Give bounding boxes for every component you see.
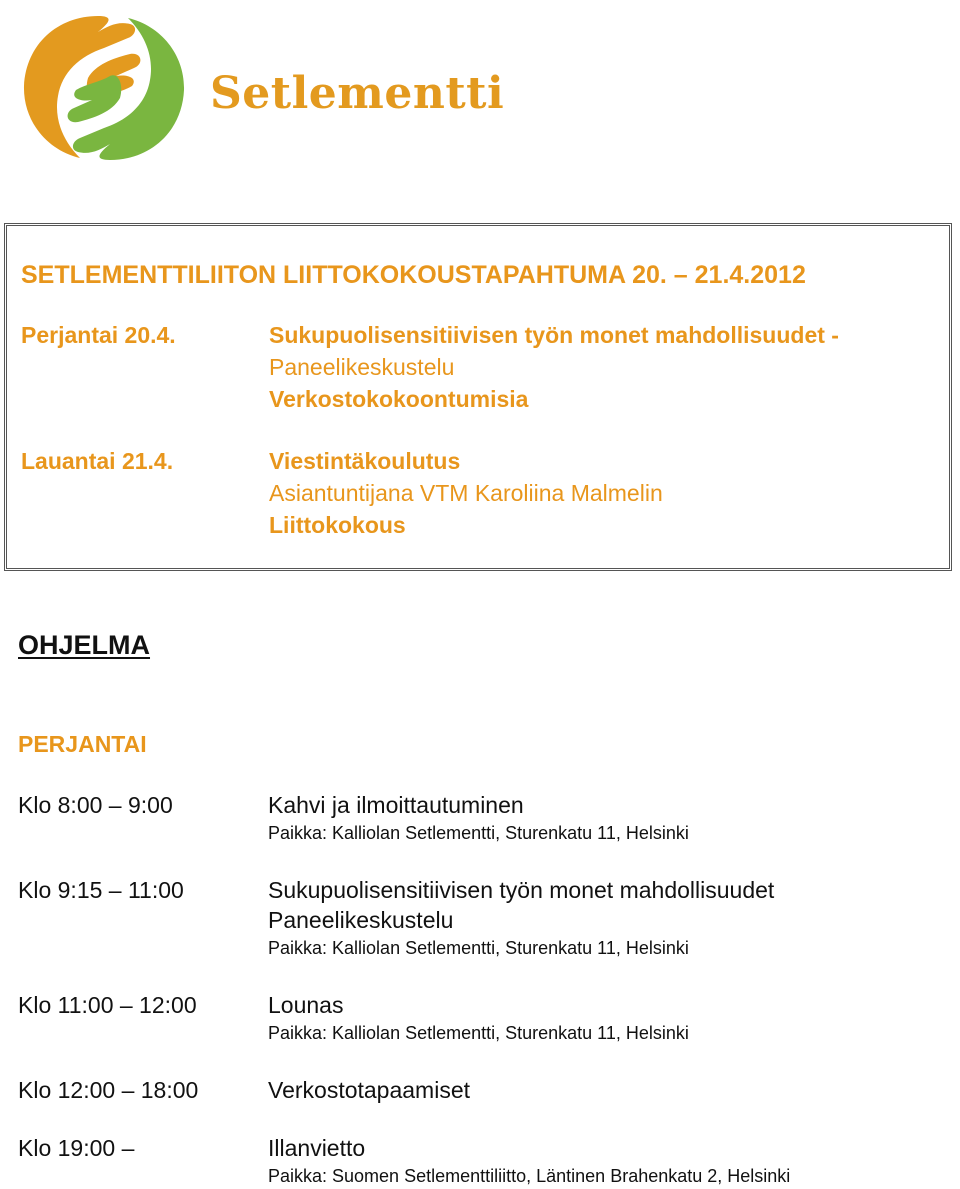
saturday-line-3: Liittokokous [269,512,406,538]
schedule-place-3: Paikka: Kalliolan Setlementti, Sturenkatu 11, Helsinki [268,1023,689,1043]
saturday-label: Lauantai 21.4. [21,448,174,474]
schedule-time-2: Klo 9:15 – 11:00 [18,877,184,903]
schedule-activity-3: Lounas [268,992,344,1018]
schedule-activity-4: Verkostotapaamiset [268,1077,471,1103]
saturday-line-2: Asiantuntijana VTM Karoliina Malmelin [269,480,663,506]
saturday-line-1: Viestintäkoulutus [269,448,461,474]
schedule-activity-2b: Paneelikeskustelu [268,907,454,933]
event-summary-box [4,223,952,571]
friday-line-2: Paneelikeskustelu [269,354,455,380]
setlementti-logo [18,8,505,168]
friday-line-1: Sukupuolisensitiivisen työn monet mahdollisuudet - [269,322,839,348]
schedule-place-2: Paikka: Kalliolan Setlementti, Sturenkatu 11, Helsinki [268,938,689,958]
schedule-activity-5: Illanvietto [268,1135,366,1161]
schedule-place-5: Paikka: Suomen Setlementtiliitto, Läntinen Brahenkatu 2, Helsinki [268,1166,791,1186]
schedule-time-1: Klo 8:00 – 9:00 [18,792,173,818]
schedule-time-3: Klo 11:00 – 12:00 [18,992,197,1018]
friday-line-3: Verkostokokoontumisia [269,386,529,412]
schedule-time-4: Klo 12:00 – 18:00 [18,1077,199,1103]
schedule-place-1: Paikka: Kalliolan Setlementti, Sturenkatu 11, Helsinki [268,823,689,843]
logo-wordmark: Setlementti [210,68,505,119]
schedule-activity-2: Sukupuolisensitiivisen työn monet mahdollisuudet [268,877,775,903]
friday-label: Perjantai 20.4. [21,322,176,348]
schedule-time-5: Klo 19:00 – [18,1135,135,1161]
two-hands-circle-icon [18,8,188,168]
schedule-activity-1: Kahvi ja ilmoittautuminen [268,792,524,818]
program-day-heading: PERJANTAI [18,731,147,757]
event-title: SETLEMENTTILIITON LIITTOKOKOUSTAPAHTUMA 20. – 21.4.2012 [21,261,806,289]
program-heading: OHJELMA [18,630,151,660]
